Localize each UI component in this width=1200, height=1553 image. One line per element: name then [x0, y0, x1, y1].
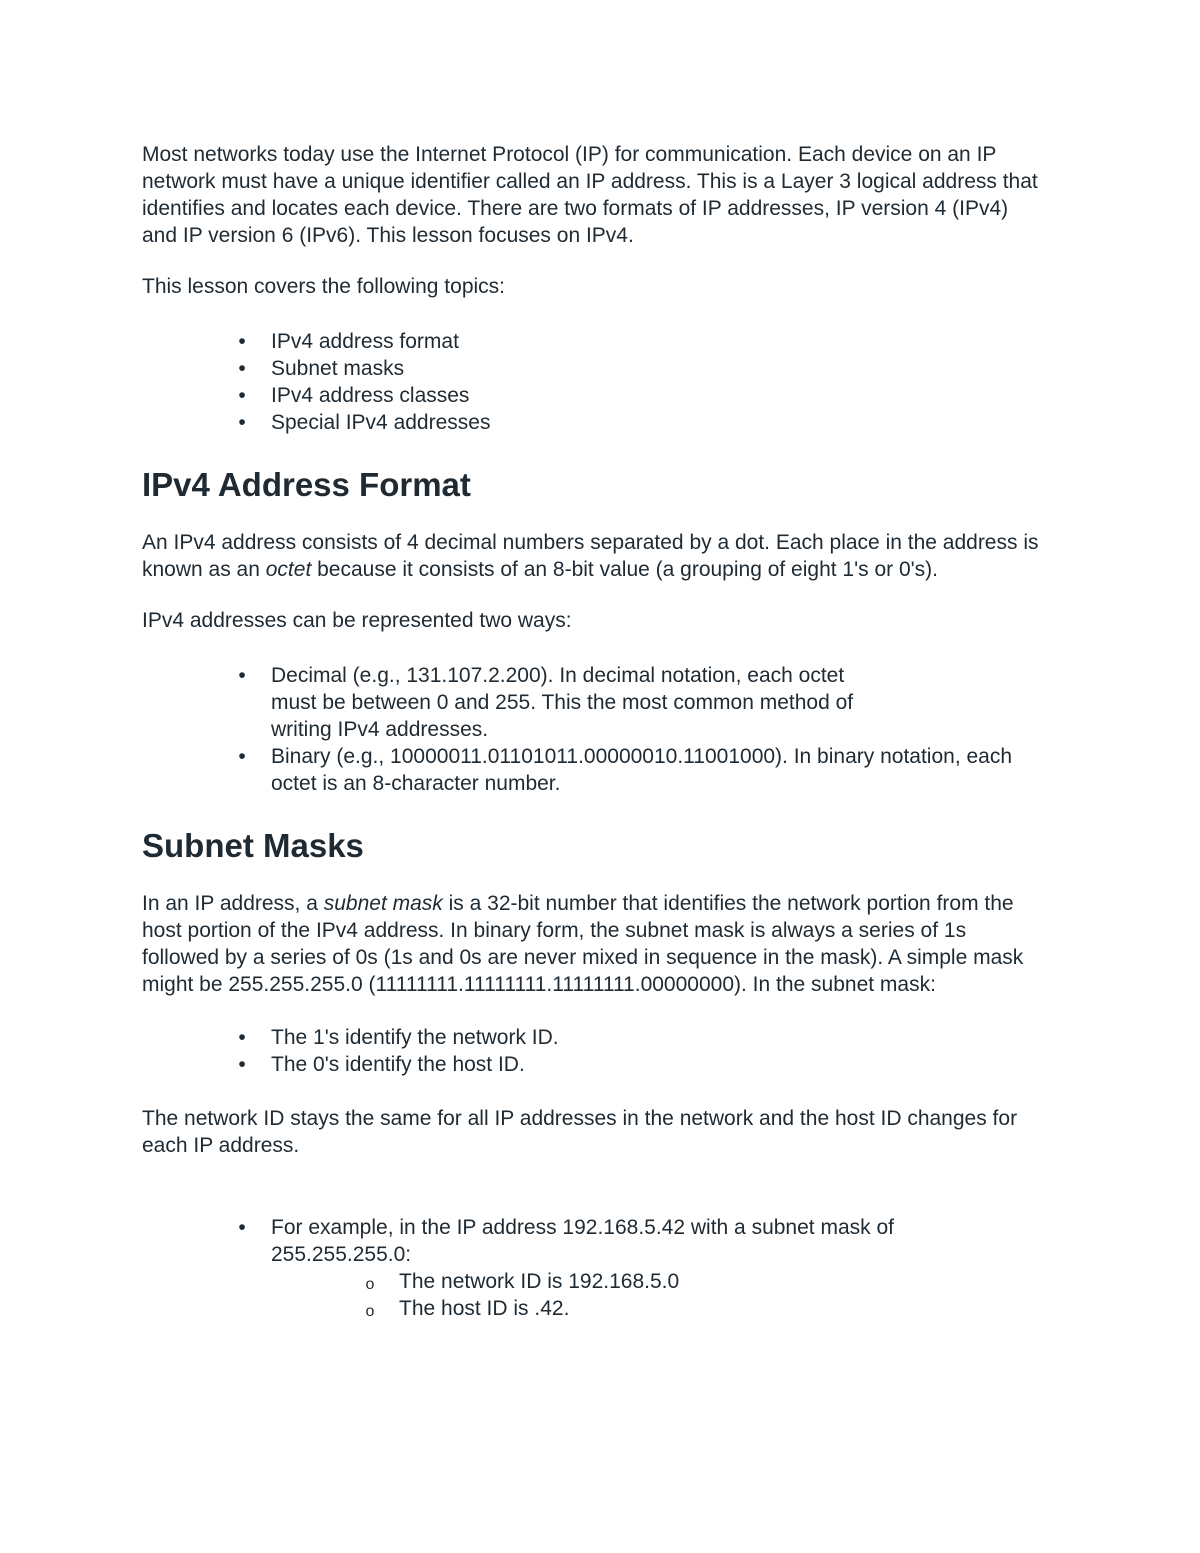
- subnet-paragraph: In an IP address, a subnet mask is a 32-bit number that identifies the network portion from the host portion of the IPv4 address. In binary form, the subnet mask is always a series of 1s followed by a series of 0s (1s and 0s are never mixed in sequence in the mask). A simple mask might be 255.255.255.0 (11111111.11111111.11111111.00000000). In the subnet mask:: [142, 892, 1024, 996]
- list-item: • IPv4 address classes: [142, 382, 1062, 409]
- document-page: [142, 141, 1062, 1322]
- bullet-icon: •: [238, 330, 246, 353]
- list-item: • Binary (e.g., 10000011.01101011.00000010.11001000). In binary notation, each octet is an 8-character number.: [142, 743, 1062, 797]
- bullet-icon: •: [238, 664, 246, 687]
- circle-bullet-icon: o: [365, 1276, 375, 1293]
- format-list: [142, 662, 1062, 797]
- format-paragraph: An IPv4 address consists of 4 decimal numbers separated by a dot. Each place in the address is known as an octet because it consists of an 8-bit value (a grouping of eight 1's or 0's).: [142, 531, 1039, 581]
- format-representation-intro: IPv4 addresses can be represented two ways:: [142, 609, 572, 632]
- circle-bullet-icon: o: [365, 1303, 375, 1320]
- bullet-icon: •: [238, 357, 246, 380]
- topics-list: [142, 328, 1062, 436]
- list-item: • The 0's identify the host ID.: [142, 1051, 1062, 1078]
- list-item: • For example, in the IP address 192.168.5.42 with a subnet mask of 255.255.255.0:: [142, 1214, 1062, 1268]
- bullet-icon: •: [238, 384, 246, 407]
- list-item: • Special IPv4 addresses: [142, 409, 1062, 436]
- network-id-paragraph: The network ID stays the same for all IP addresses in the network and the host ID changes for each IP address.: [142, 1107, 1018, 1157]
- octet-term: octet: [265, 558, 312, 581]
- bullet-icon: •: [238, 1216, 246, 1239]
- intro-paragraph: Most networks today use the Internet Protocol (IP) for communication. Each device on an IP network must have a unique identifier called an IP address. This is a Layer 3 logical address that identifies and locates each device. There are two formats of IP addresses, IP version 4 (IPv4) and IP version 6 (IPv6). This lesson focuses on IPv4.: [142, 143, 1038, 247]
- bullet-icon: •: [238, 411, 246, 434]
- bullet-icon: •: [238, 1026, 246, 1049]
- example-list: [142, 1214, 1062, 1322]
- subnet-list: [142, 1024, 1062, 1078]
- bullet-icon: •: [238, 745, 246, 768]
- list-item: o The host ID is .42.: [142, 1295, 1062, 1322]
- list-item: • The 1's identify the network ID.: [142, 1024, 1062, 1051]
- list-item: o The network ID is 192.168.5.0: [142, 1268, 1062, 1295]
- bullet-icon: •: [238, 1053, 246, 1076]
- list-item: • Subnet masks: [142, 355, 1062, 382]
- section-heading-format: IPv4 Address Format: [142, 466, 471, 503]
- section-heading-subnet: Subnet Masks: [142, 827, 364, 864]
- subnet-mask-term: subnet mask: [323, 892, 443, 915]
- list-item: • Decimal (e.g., 131.107.2.200). In decimal notation, each octet must be between 0 and 255. This the most common method of writing IPv4 addresses.: [142, 662, 1062, 743]
- list-item: • IPv4 address format: [142, 328, 1062, 355]
- topics-intro: This lesson covers the following topics:: [142, 275, 505, 298]
